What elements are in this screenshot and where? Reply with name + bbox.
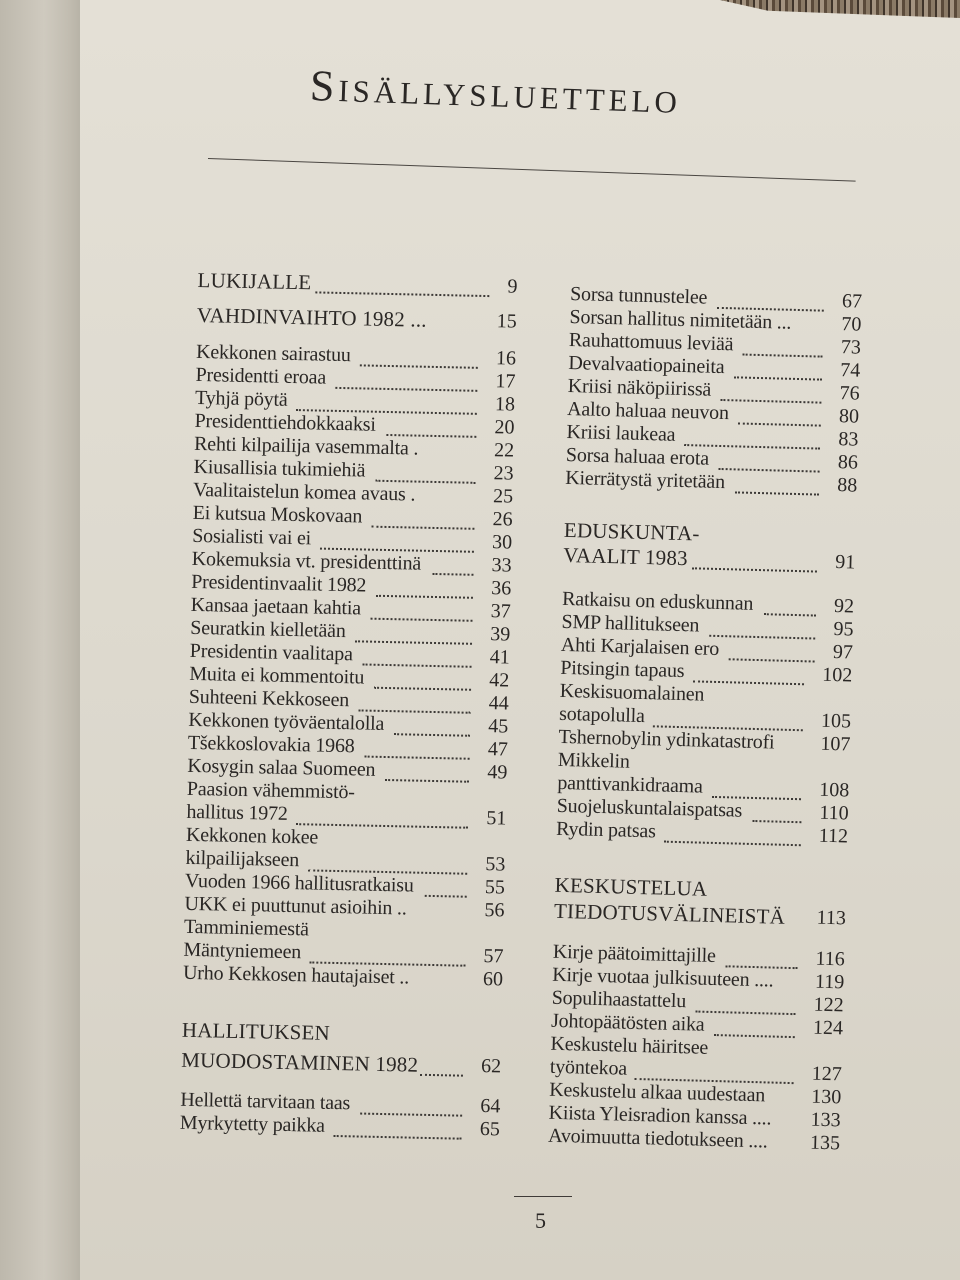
toc-entry-title: KESKUSTELUA [554, 872, 708, 901]
toc-entry-title: TIEDOTUSVÄLINEISTÄ [553, 898, 786, 929]
book-gutter [0, 0, 80, 1280]
facing-page-corner [720, 0, 960, 18]
toc-entry-title: Kiusallisia tukimiehiä [193, 455, 366, 482]
toc-entry-title: Vuoden 1966 hallitusratkaisu [184, 869, 414, 897]
toc-page-number: 45 [488, 715, 509, 738]
toc-entry-title: Kriisi laukeaa [566, 420, 676, 446]
toc-page-number: 124 [812, 1016, 844, 1040]
toc-page-number: 62 [480, 1055, 502, 1078]
toc-page-number: 44 [488, 692, 510, 715]
toc-entry-title: Avoimuutta tiedotukseen .... [547, 1124, 768, 1153]
toc-leader-dots [664, 841, 801, 847]
toc-entry-title: Kekkonen työväentalolla [188, 708, 385, 735]
toc-entry-title: työntekoa [549, 1055, 628, 1080]
toc-entry-title: Mäntyniemeen [183, 938, 302, 964]
toc-entry-title: Mikkelin [557, 748, 630, 773]
toc-entry-title: Ratkaisu on eduskunnan [561, 587, 754, 615]
toc-page-number: 110 [819, 801, 849, 825]
toc-entry-title: Aalto haluaa neuvon [566, 397, 730, 425]
toc-page-number: 55 [484, 876, 506, 899]
page-number: 5 [535, 1208, 546, 1233]
toc-page-number: 67 [841, 290, 863, 313]
toc-entry-title: Kirje vuotaa julkisuuteen .... [552, 963, 774, 992]
toc-page-number: 112 [818, 824, 849, 848]
toc-entry-title: panttivankidraama [557, 771, 704, 798]
toc-entry-title: VAHDINVAIHTO 1982 ... [196, 302, 428, 332]
toc-page-number: 107 [820, 732, 851, 756]
toc-entry-title: sotapolulla [558, 702, 645, 728]
toc-page-number: 92 [833, 595, 855, 618]
toc-page-number: 70 [841, 313, 862, 336]
toc-entry-title: Kekkonen kokee [185, 823, 319, 849]
toc-page-number: 18 [494, 393, 516, 416]
toc-entry-title: LUKIJALLE [197, 267, 312, 295]
toc-page-number: 102 [821, 663, 853, 687]
toc-page-number: 74 [839, 359, 861, 382]
toc-leader-dots [420, 1074, 463, 1077]
toc-page-number: 91 [834, 551, 856, 574]
toc-page-number: 122 [813, 993, 844, 1017]
toc-entry-title: Paasion vähemmistö- [186, 777, 355, 804]
toc-entry-title: kilpailijakseen [185, 846, 300, 872]
toc-page-number: 22 [493, 439, 515, 462]
toc-entry-title: Muita ei kommentoitu [189, 662, 365, 689]
toc-entry-title: Rydin patsas [555, 817, 656, 843]
toc-page-number: 42 [489, 669, 510, 692]
toc-page-number: 41 [489, 646, 510, 669]
toc-entry-title: Suhteeni Kekkoseen [188, 685, 350, 712]
toc-page-number: 88 [836, 474, 858, 497]
toc-entry-title: Sorsan hallitus nimitetään ... [569, 305, 792, 334]
toc-page-number: 127 [811, 1062, 843, 1086]
toc-entry-title: Johtopäätösten aika [550, 1009, 705, 1036]
toc-entry-title: Ei kutsua Moskovaan [192, 501, 363, 528]
toc-page-number: 113 [816, 906, 847, 930]
page-title: Sisällysluettelo [309, 61, 682, 123]
toc-leader-dots [315, 291, 489, 297]
toc-entry-title: Sorsa tunnustelee [569, 283, 708, 309]
toc-entry-title: Devalvaatiopaineita [568, 351, 725, 379]
toc-page-number: 135 [809, 1131, 841, 1155]
toc-entry-title: Sopulihaastattelu [551, 986, 687, 1013]
toc-page-number: 49 [487, 761, 508, 784]
toc-entry-title: VAALIT 1983 [563, 542, 689, 571]
toc-entry-title: Presidentti eroaa [195, 363, 327, 389]
toc-entry-title: Presidentinvaalit 1982 [191, 570, 367, 597]
toc-entry-title: Presidenttiehdokkaaksi [194, 409, 376, 436]
toc-entry-title: Seuratkin kielletään [190, 616, 346, 643]
toc-page-number: 9 [507, 275, 518, 298]
toc-entry-title: Kriisi näköpiirissä [567, 374, 712, 401]
toc-page-number: 57 [483, 945, 504, 968]
toc-entry-title: Tamminiemestä [183, 915, 310, 941]
toc-entry-title: Hellettä tarvitaan taas [180, 1088, 351, 1115]
toc-entry-title: Ahti Karjalaisen ero [560, 633, 720, 661]
toc-page-number: 25 [492, 485, 514, 508]
toc-entry-title: MUODOSTAMINEN 1982 [180, 1047, 419, 1077]
toc-page-number: 130 [810, 1085, 842, 1109]
toc-page-number: 64 [480, 1095, 501, 1118]
toc-page-number: 83 [838, 428, 859, 451]
toc-page-number: 80 [838, 405, 860, 428]
toc-entry-title: Kokemuksia vt. presidenttinä [191, 547, 422, 575]
folio-rule [514, 1196, 572, 1197]
toc-page-number: 37 [490, 600, 511, 623]
toc-page-number: 17 [495, 370, 516, 393]
toc-entry-title: Kosygin salaa Suomeen [187, 754, 376, 781]
toc-page-number: 56 [484, 899, 505, 922]
toc-entry-title: Sosialisti vai ei [191, 524, 312, 550]
toc-page-number: 51 [486, 807, 507, 830]
toc-page-number: 108 [818, 778, 850, 802]
toc-page-number: 60 [482, 968, 504, 991]
toc-page-number: 26 [492, 508, 513, 531]
toc-entry-title: Sorsa haluaa erota [565, 443, 710, 470]
toc-entry-title: Tshernobylin ydinkatastrofi [558, 725, 775, 754]
toc-page-number: 39 [489, 623, 511, 646]
toc-page-number: 16 [495, 347, 517, 370]
toc-entry-title: Rehti kilpailija vasemmalta . [193, 432, 419, 460]
toc-page-number: 65 [479, 1118, 501, 1141]
toc-page-number: 105 [820, 709, 852, 733]
toc-entry-title: Pitsingin tapaus [560, 656, 685, 683]
toc-entry-title: Suojeluskuntalaispatsas [556, 794, 743, 822]
toc-page-number: 15 [496, 310, 518, 333]
toc-entry-title: Keskisuomalainen [559, 679, 705, 706]
toc-page-number: 73 [840, 336, 862, 359]
toc-page-number: 97 [832, 641, 854, 664]
toc-page-number: 76 [839, 382, 860, 405]
toc-entry-title: Keskustelu häiritsee [550, 1032, 709, 1059]
toc-entry-title: Urho Kekkosen hautajaiset .. [182, 961, 410, 989]
toc-page-number: 20 [494, 416, 515, 439]
toc-entry-title: Presidentin vaalitapa [189, 639, 353, 666]
toc-entry-title: Vaalitaistelun komea avaus . [192, 478, 416, 506]
toc-page-number: 133 [810, 1108, 841, 1132]
toc-page-number: 33 [491, 554, 512, 577]
toc-page-number: 86 [837, 451, 859, 474]
toc-page-number: 53 [485, 853, 506, 876]
toc-page-number: 116 [815, 947, 846, 971]
toc-entry-title: SMP hallitukseen [561, 610, 700, 637]
toc-entry-title: Kekkonen sairastuu [195, 340, 351, 367]
toc-entry-title: Rauhattomuus leviää [568, 328, 734, 356]
toc-page-number: 23 [493, 462, 514, 485]
toc-entry-title: hallitus 1972 [186, 800, 288, 825]
toc-entry-title: Kiista Yleisradion kanssa .... [548, 1101, 772, 1130]
toc-entry-title: UKK ei puuttunut asioihin .. [184, 892, 407, 920]
toc-entry-title: HALLITUKSEN [181, 1017, 331, 1045]
toc-page-number: 36 [490, 577, 512, 600]
toc-leader-dots [334, 1135, 462, 1140]
toc-entry-title: EDUSKUNTA- [563, 517, 700, 546]
toc-entry-title: Kansaa jaetaan kahtia [190, 593, 362, 620]
toc-leader-dots [692, 567, 817, 572]
toc-entry-title: Myrkytetty paikka [179, 1111, 326, 1137]
toc-page-number: 30 [491, 531, 513, 554]
toc-page-number: 95 [833, 618, 854, 641]
toc-page-number: 47 [487, 738, 509, 761]
toc-entry-title: Tyhjä pöytä [194, 386, 288, 411]
toc-entry-title: Kirje päätoimittajille [552, 940, 716, 968]
toc-entry-title: Kierrätystä yritetään [565, 466, 726, 494]
toc-leader-dots [735, 491, 819, 495]
toc-entry-title: Tšekkoslovakia 1968 [187, 731, 355, 758]
toc-page-number: 119 [814, 970, 845, 994]
toc-entry-title: Keskustelu alkaa uudestaan [549, 1078, 766, 1107]
